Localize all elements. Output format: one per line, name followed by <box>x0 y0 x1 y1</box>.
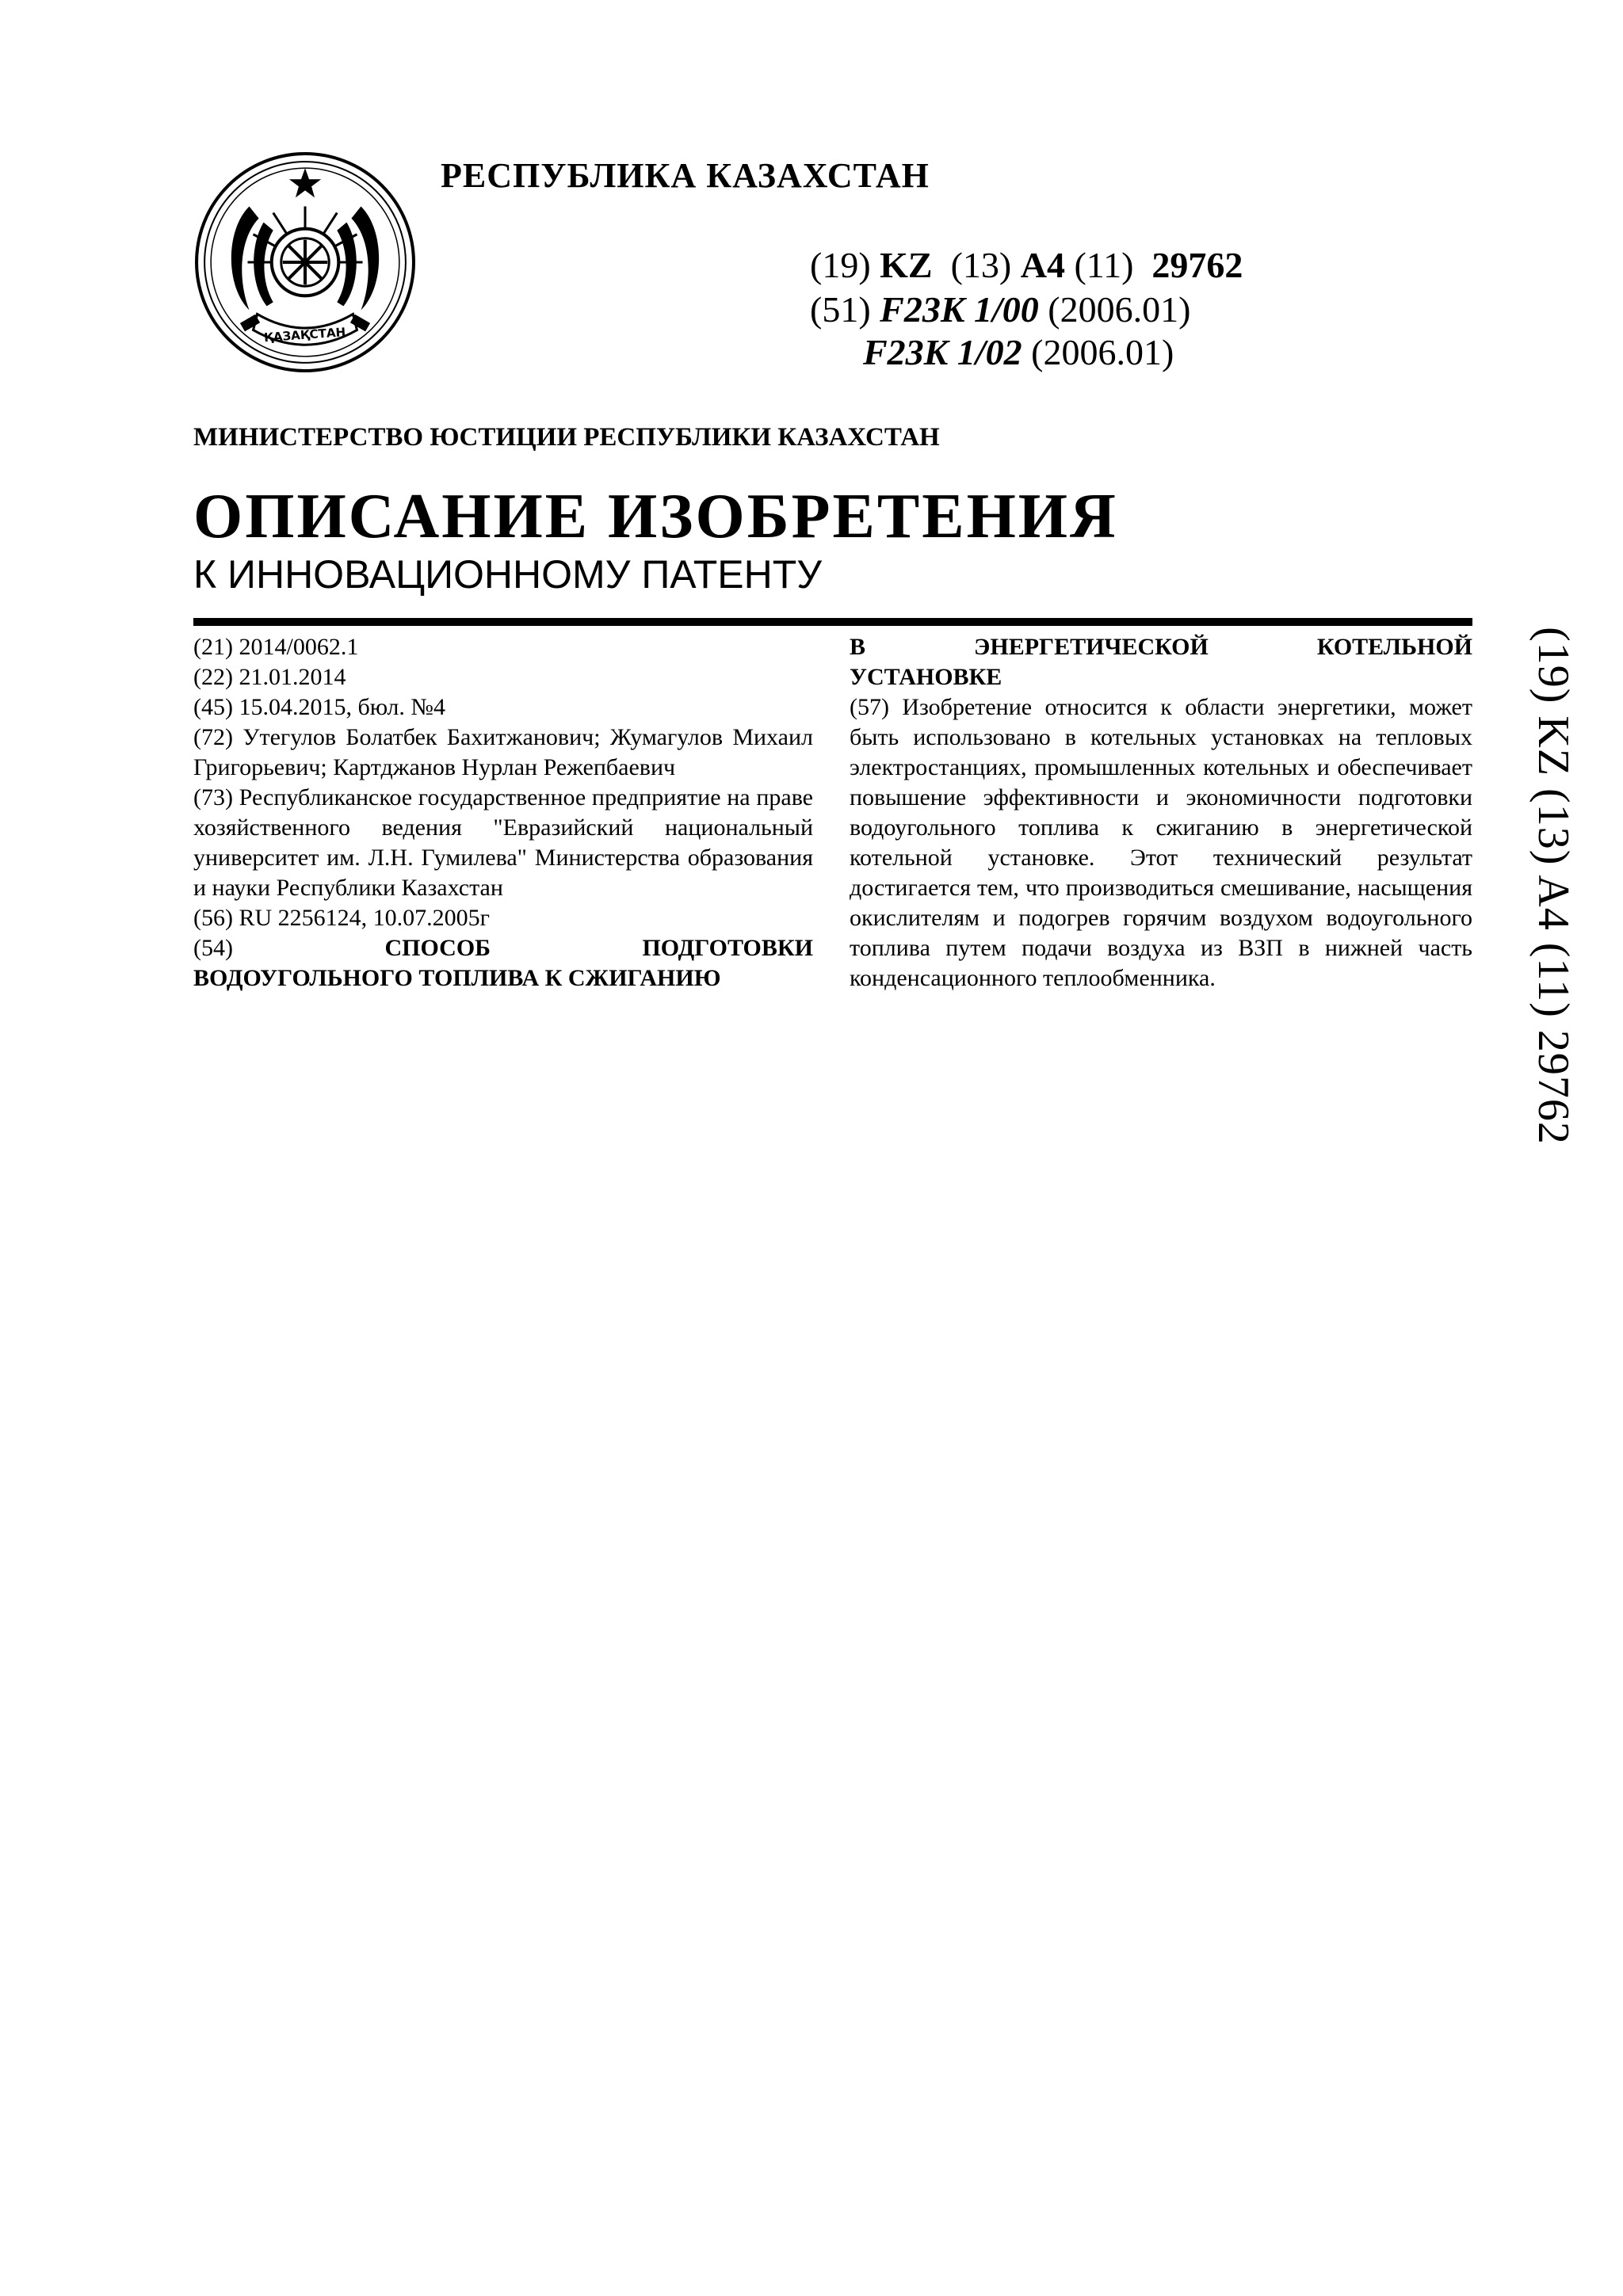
field-54-title-line4: УСТАНОВКЕ <box>850 664 1002 690</box>
ipc-version-2: (2006.01) <box>1031 332 1174 372</box>
ipc-code-2: F23K 1/02 <box>863 332 1022 372</box>
document-subtitle: К ИННОВАЦИОННОМУ ПАТЕНТУ <box>193 552 823 597</box>
code51-label: (51) <box>810 289 871 330</box>
header-divider <box>193 618 1472 626</box>
emblem-ribbon-text: ҚАЗАҚСТАН <box>263 325 346 345</box>
field-45-publication-date: (45) 15.04.2015, бюл. №4 <box>193 694 446 720</box>
code13-label: (13) <box>950 245 1012 285</box>
code11-label: (11) <box>1074 245 1134 285</box>
field-73-patent-owner: (73) Республиканское государственное предприятие на праве хозяйственного ведения "Евразийский национальный университет им. Л.Н. Гумилева" Министерства образования и науки Республики Казахстан <box>193 784 813 901</box>
publication-codes-line <box>810 244 1243 286</box>
field-22-filing-date: (22) 21.01.2014 <box>193 664 346 690</box>
document-title: ОПИСАНИЕ ИЗОБРЕТЕНИЯ <box>193 482 1118 551</box>
document-kind: A4 <box>1020 245 1065 285</box>
ministry-name: МИНИСТЕРСТВО ЮСТИЦИИ РЕСПУБЛИКИ КАЗАХСТАН <box>193 423 940 452</box>
field-54-title-line2: ВОДОУГОЛЬНОГО ТОПЛИВА К СЖИГАНИЮ <box>193 965 721 991</box>
field-57-abstract: (57) Изобретение относится к области энергетики, может быть использовано в котельных установках на тепловых электростанциях, промышленных котельных и обеспечивает повышение эффективности и экономичности подготовки водоугольного топлива к сжиганию в энергетической котельной установке. Этот технический результат достигается тем, что производиться смешивание, насыщения окислителям и подогрев горячим воздухом водоугольного топлива путем подачи воздуха из ВЗП в нижней часть конденсационного теплообменника. <box>850 694 1472 991</box>
bibliographic-column-right <box>850 632 1472 994</box>
ipc-line-1 <box>810 288 1190 330</box>
country-code: KZ <box>880 245 933 285</box>
field-72-inventors: (72) Утегулов Болатбек Бахитжанович; Жумагулов Михаил Григорьевич; Картджанов Нурлан Режепбаевич <box>193 724 813 780</box>
field-54-title-line3: В ЭНЕРГЕТИЧЕСКОЙ КОТЕЛЬНОЙ <box>850 634 1472 660</box>
ipc-code-1: F23K 1/00 <box>880 289 1039 330</box>
field-54-title-continued <box>850 632 1472 692</box>
bibliographic-column-left <box>193 632 813 994</box>
country-name: РЕСПУБЛИКА КАЗАХСТАН <box>441 156 930 195</box>
patent-number: 29762 <box>1151 245 1243 285</box>
field-21-application-number: (21) 2014/0062.1 <box>193 634 359 660</box>
field-54-title <box>193 933 813 994</box>
code19-label: (19) <box>810 245 871 285</box>
field-54-label: (54) <box>193 935 233 961</box>
ipc-version-1: (2006.01) <box>1048 289 1191 330</box>
ipc-line-2 <box>863 331 1174 373</box>
vertical-publication-code: (19) KZ (13) A4 (11) 29762 <box>1529 627 1578 1145</box>
state-emblem-icon <box>193 151 417 374</box>
field-56-cited-documents: (56) RU 2256124, 10.07.2005г <box>193 905 490 931</box>
field-54-title-line1: СПОСОБ ПОДГОТОВКИ <box>384 935 813 961</box>
